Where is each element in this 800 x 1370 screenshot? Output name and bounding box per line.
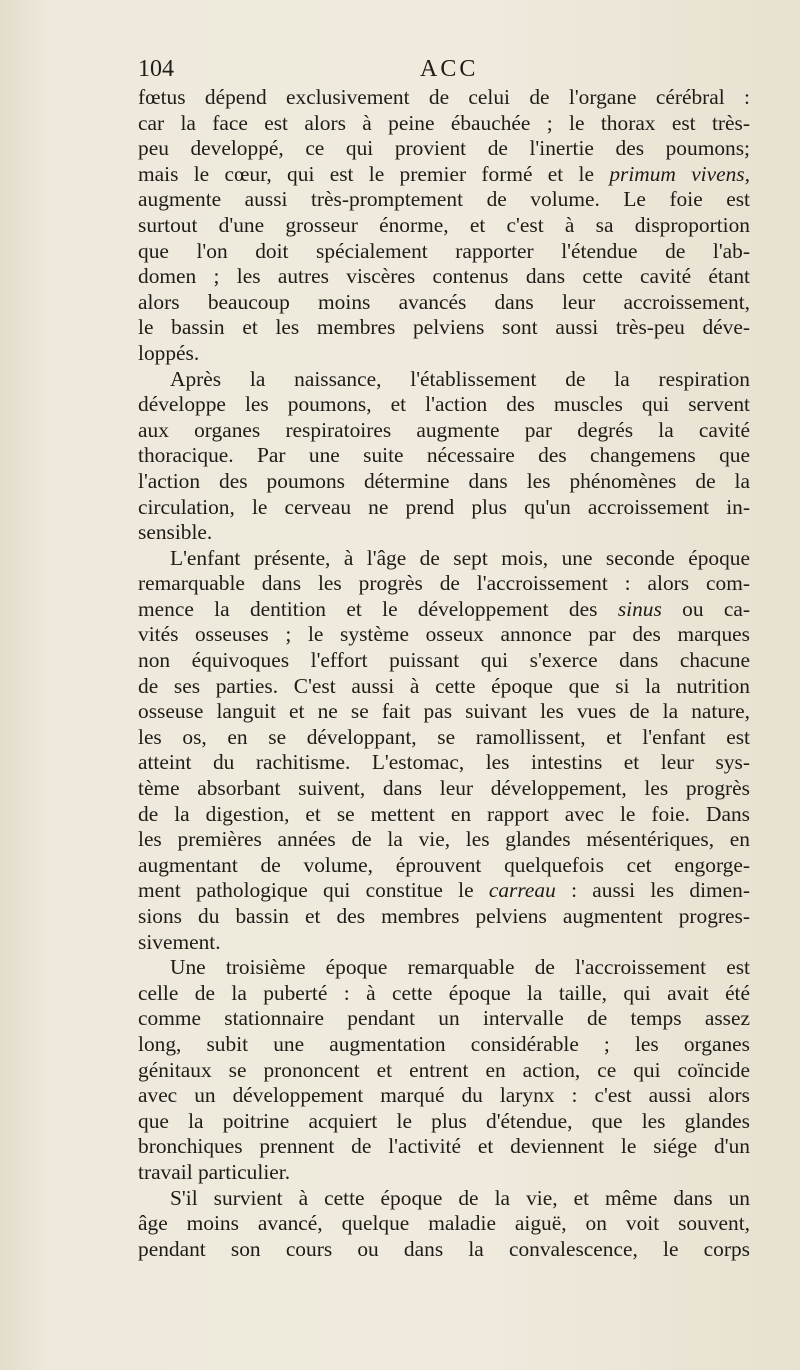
text-line: aux organes respiratoires augmente par degrés la cavité — [138, 417, 750, 442]
page-number: 104 — [138, 56, 174, 82]
text-line: l'action des poumons détermine dans les phénomènes de la — [138, 468, 750, 493]
page-header — [138, 56, 750, 86]
text-line: long, subit une augmentation considérable ; les organes — [138, 1031, 750, 1056]
text-line — [138, 162, 750, 188]
text-line: sions du bassin et des membres pelviens augmentent progres- — [138, 904, 750, 928]
text-line: avec un développement marqué du larynx : c'est aussi alors — [138, 1083, 750, 1108]
text-line: loppés. — [138, 340, 200, 365]
text-line: domen ; les autres viscères contenus dans cette cavité étant — [138, 264, 750, 289]
text-line: de la digestion, et se mettent en rapport avec le foie. Dans — [138, 801, 750, 826]
body-text — [138, 85, 750, 1262]
text-line: sensible. — [138, 520, 213, 545]
text-line: comme stationnaire pendant un intervalle de temps assez — [138, 1006, 750, 1031]
running-head: ACC — [420, 56, 479, 82]
text-line: celle de la puberté : à cette époque la taille, qui avait été — [138, 980, 750, 1005]
text-line: bronchiques prennent de l'activité et deviennent le siége d'un — [138, 1134, 750, 1159]
text-line: peu developpé, ce qui provient de l'inertie des poumons; — [138, 136, 750, 161]
text-line: circulation, le cerveau ne prend plus qu'un accroissement in- — [138, 494, 750, 519]
text-line: sivement. — [138, 929, 221, 954]
text-line: que l'on doit spécialement rapporter l'étendue de l'ab- — [138, 238, 750, 263]
text-line: car la face est alors à peine ébauchée ; le thorax est très- — [138, 110, 750, 135]
text-line: Une troisième époque remarquable de l'accroissement est — [170, 955, 750, 980]
text-line: atteint du rachitisme. L'estomac, les intestins et leur sys- — [138, 750, 750, 775]
text-run: ou ca- — [661, 596, 750, 621]
text-line: les os, en se développant, se ramollissent, et l'enfant est — [138, 724, 750, 749]
text-line: développe les poumons, et l'action des muscles qui servent — [138, 392, 750, 417]
text-line: S'il survient à cette époque de la vie, et même dans un — [170, 1185, 750, 1210]
text-line: remarquable dans les progrès de l'accroissement : alors com- — [138, 571, 750, 596]
text-line: que la poitrine acquiert le plus d'étendue, que les glandes — [138, 1108, 750, 1133]
text-line: les premières années de la vie, les glandes mésentériques, en — [138, 827, 750, 852]
text-line: alors beaucoup moins avancés dans leur accroissement, — [138, 289, 750, 314]
text-line: thoracique. Par une suite nécessaire des changemens que — [138, 443, 750, 468]
italic-term: sinus — [617, 596, 662, 621]
text-line: L'enfant présente, à l'âge de sept mois, une seconde époque — [170, 545, 750, 570]
text-line: âge moins avancé, quelque maladie aiguë, on voit souvent, — [138, 1211, 750, 1236]
text-line: de ses parties. C'est aussi à cette époque que si la nutrition — [138, 673, 750, 698]
text-run: ment pathologique qui constitue le — [138, 878, 474, 903]
text-line — [138, 597, 750, 623]
text-line: génitaux se prononcent et entrent en action, ce qui coïncide — [138, 1057, 750, 1082]
text-line: le bassin et les membres pelviens sont aussi très-peu déve- — [138, 315, 750, 340]
text-line: tème absorbant suivent, dans leur développement, les progrès — [138, 776, 750, 801]
text-line: non équivoques l'effort puissant qui s'exerce dans chacune — [138, 648, 750, 673]
text-line: osseuse languit et ne se fait pas suivant les vues de la nature, — [138, 699, 750, 724]
text-run: : aussi les dimen- — [555, 878, 750, 903]
text-run: mais le cœur, qui est le premier formé et le — [138, 161, 594, 186]
text-line: travail particulier. — [138, 1159, 291, 1184]
text-run: mence la dentition et le développement des — [138, 596, 598, 621]
text-line: vités osseuses ; le système osseux annonce par des marques — [138, 622, 750, 647]
italic-term: carreau — [488, 878, 556, 903]
italic-phrase: primum vivens, — [609, 161, 750, 186]
text-line: augmente aussi très-promptement de volume. Le foie est — [138, 187, 750, 212]
text-line: Après la naissance, l'établissement de la respiration — [170, 366, 750, 391]
text-line: fœtus dépend exclusivement de celui de l'organe cérébral : — [138, 85, 750, 109]
text-line: surtout d'une grosseur énorme, et c'est à sa disproportion — [138, 212, 750, 237]
text-line — [138, 878, 750, 904]
text-line: pendant son cours ou dans la convalescence, le corps — [138, 1236, 750, 1261]
text-line: augmentant de volume, éprouvent quelquefois cet engorge- — [138, 852, 750, 877]
